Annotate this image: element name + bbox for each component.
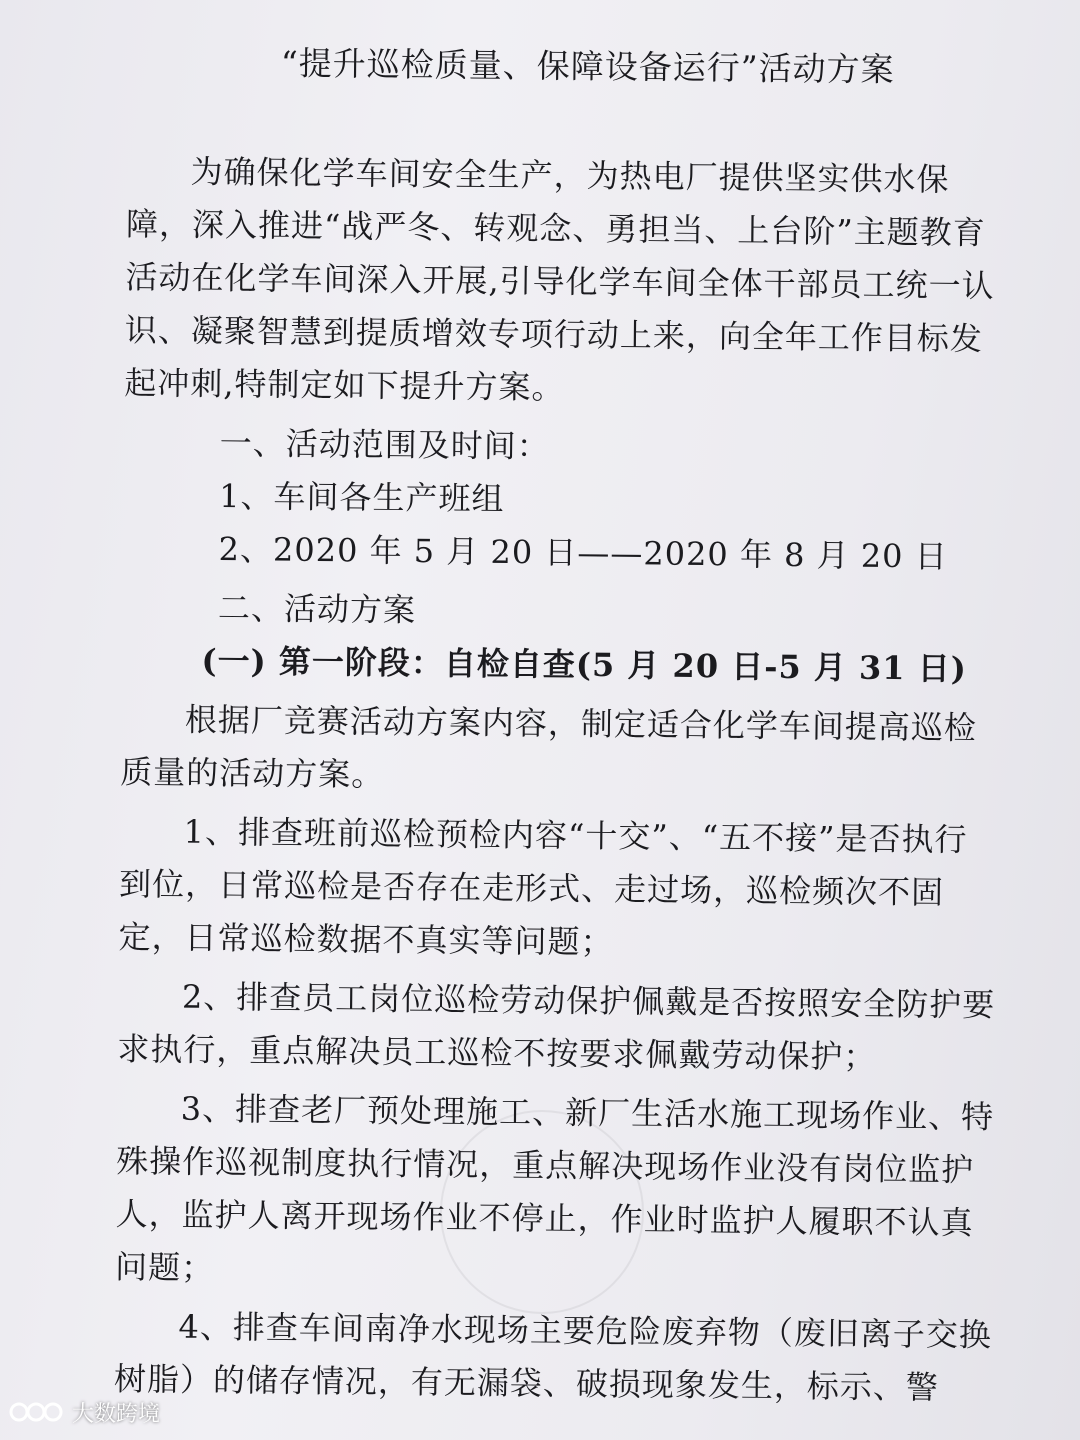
watermark-text: 大数跨境	[72, 1400, 161, 1426]
document-body	[114, 36, 1008, 1415]
section-heading-plan: 二、活动方案	[217, 588, 417, 630]
document-title: “提升巡检质量、保障设备运行”活动方案	[280, 43, 895, 90]
intro-paragraph: 为确保化学车间安全生产，为热电厂提供坚实供水保障，深入推进“战严冬、转观念、勇担当、上台阶”主题教育活动在化学车间深入开展,引导化学车间全体干部员工统一认识、凝聚智慧到提质增效专项行动上来，向全年工作目标发起冲刺,特制定如下提升方案。	[124, 152, 995, 407]
stage-item: 3、排查老厂预处理施工、新厂生活水施工现场作业、特殊操作巡视制度执行情况，重点解决现场作业没有岗位监护人，监护人离开现场作业不停止，作业时监护人履职不认真问题；	[114, 1089, 995, 1287]
scope-item: 2、2020 年 5 月 20 日——2020 年 8 月 20 日	[218, 529, 948, 576]
stage-item: 2、排查员工岗位巡检劳动保护佩戴是否按照安全防护要求执行，重点解决员工巡检不按要求佩戴劳动保护；	[117, 977, 996, 1076]
stage-item: 4、排查车间南净水现场主要危险废弃物（废旧离子交换树脂）的储存情况，有无漏袋、破损现象发生，标示、警	[113, 1307, 993, 1407]
stage-heading: (一) 第一阶段：自检自查(5 月 20 日-5 月 31 日)	[201, 641, 968, 688]
wechat-channel-logo-icon	[8, 1398, 64, 1426]
watermark	[8, 1394, 160, 1430]
stage-item: 1、排查班前巡检预检内容“十交”、“五不接”是否执行到位，日常巡检是否存在走形式、走过场，巡检频次不固定，日常巡检数据不真实等问题；	[118, 812, 968, 962]
section-heading-scope: 一、活动范围及时间：	[219, 423, 550, 466]
stage-intro-paragraph: 根据厂竞赛活动方案内容，制定适合化学车间提高巡检质量的活动方案。	[120, 700, 978, 794]
scope-item: 1、车间各生产班组	[218, 476, 505, 518]
